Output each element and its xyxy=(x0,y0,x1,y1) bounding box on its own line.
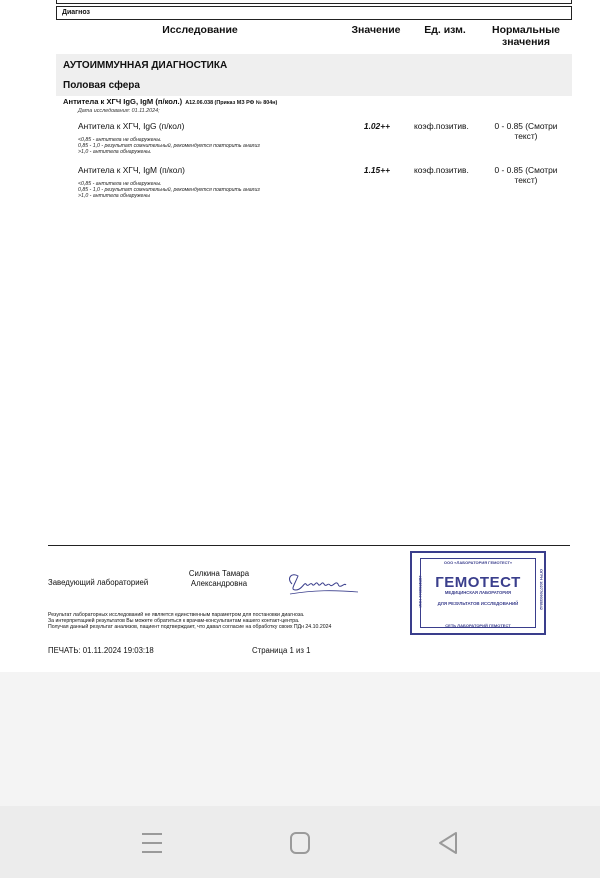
head-of-lab-label: Заведующий лабораторией xyxy=(48,578,149,587)
result-row xyxy=(0,165,600,200)
stamp-bottom-text: СЕТЬ ЛАБОРАТОРИЙ ГЕМОТЕСТ xyxy=(445,623,511,628)
header-study: Исследование xyxy=(162,24,238,36)
test-code: A12.06.038 (Приказ МЗ РФ № 804н) xyxy=(185,100,278,106)
header-unit: Ед. изм. xyxy=(424,24,466,36)
result-note-line: <0,85 - антитела не обнаружены. xyxy=(78,181,162,187)
result-normal: 0 - 0.85 (Смотри текст) xyxy=(494,121,558,141)
result-note xyxy=(78,181,260,200)
result-unit: коэф.позитив. xyxy=(414,165,469,175)
result-name: Антитела к ХГЧ, IgG (п/кол) xyxy=(78,121,185,131)
result-unit: коэф.позитив. xyxy=(414,121,469,131)
result-note-line: >1,0 - антитела обнаружены xyxy=(78,193,151,200)
stamp-subtitle: МЕДИЦИНСКАЯ ЛАБОРАТОРИЯ xyxy=(444,590,512,595)
signature-image xyxy=(284,560,364,600)
disclaimer-line: Получая данный результат анализов, пациент подтверждает, что давал согласие на обработку своих ПДн 24.10.2024 xyxy=(48,624,332,631)
disclaimer xyxy=(48,612,331,631)
section-title: АУТОИММУННАЯ ДИАГНОСТИКА xyxy=(63,60,228,71)
test-name: Антитела к ХГЧ IgG, IgM (п/кол.) xyxy=(63,97,183,106)
result-normal: 0 - 0.85 (Смотри текст) xyxy=(494,165,558,185)
head-of-lab-name: Силкина Тамара Александровна xyxy=(188,569,250,588)
result-note-line: 0,85 - 1,0 - результат сомнительный, рекомендуется повторить анализ xyxy=(78,187,260,194)
diagnosis-label: Диагноз xyxy=(62,9,90,16)
lab-stamp xyxy=(410,551,546,635)
result-row xyxy=(0,121,600,156)
result-note-line: 0,85 - 1,0 - результат сомнительный, рекомендуется повторить анализ xyxy=(78,143,260,150)
system-navigation-bar xyxy=(0,806,600,878)
top-frame xyxy=(56,0,572,4)
stamp-ogrn: ОГРН 1027709035842 xyxy=(539,569,545,610)
result-name: Антитела к ХГЧ, IgM (п/кол) xyxy=(78,165,185,175)
section-subtitle: Половая сфера xyxy=(63,80,140,91)
result-note xyxy=(78,137,260,156)
print-timestamp: ПЕЧАТЬ: 01.11.2024 19:03:18 xyxy=(48,646,154,655)
disclaimer-line: Результат лабораторных исследований не является единственным параметром для постановки диагноза. xyxy=(48,612,305,618)
header-normal-values: Нормальные значения xyxy=(491,24,560,48)
footer-divider xyxy=(48,545,570,546)
home-icon[interactable] xyxy=(280,828,320,858)
stamp-inner-frame xyxy=(417,558,536,628)
back-icon[interactable] xyxy=(428,828,468,858)
result-value: 1.15++ xyxy=(363,165,390,175)
stamp-brand: ГЕМОТЕСТ xyxy=(435,574,521,591)
stamp-purpose: ДЛЯ РЕЗУЛЬТАТОВ ИССЛЕДОВАНИЙ xyxy=(437,601,519,606)
disclaimer-line: За интерпретацией результатов Вы можете обратиться к врачам-консультантам нашего контакт-центра. xyxy=(48,618,300,625)
result-value: 1.02++ xyxy=(363,121,390,131)
result-note-line: >1,0 - антитела обнаружены. xyxy=(78,149,152,156)
test-heading xyxy=(63,97,277,106)
diagnosis-box xyxy=(56,6,572,20)
result-note-line: <0,85 - антитела не обнаружены. xyxy=(78,137,162,143)
recent-apps-icon[interactable] xyxy=(132,828,172,858)
stamp-inn: ИНН 7709935357 xyxy=(417,575,423,608)
stamp-top-text: ООО «ЛАБОРАТОРИЯ ГЕМОТЕСТ» xyxy=(443,560,513,565)
page-counter: Страница 1 из 1 xyxy=(252,646,311,655)
header-value: Значение xyxy=(351,24,401,36)
test-date: Дата исследования: 01.11.2024; xyxy=(78,108,160,114)
